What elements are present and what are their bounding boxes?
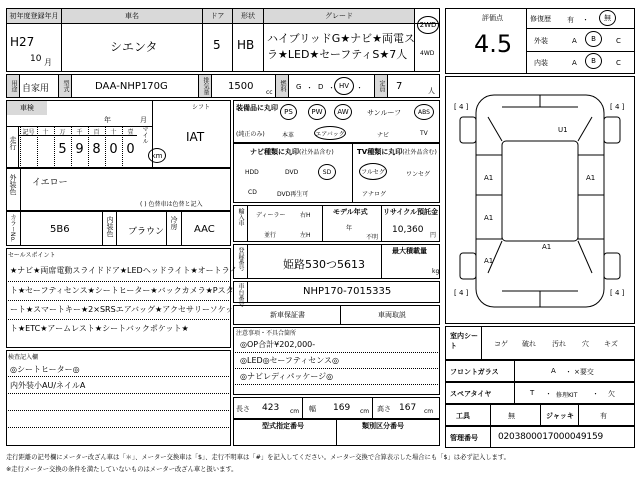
interior-grade-label: 内装	[534, 59, 548, 67]
diagram-mark-left-door-front: A1	[484, 174, 494, 182]
first-reg-month: 10	[30, 54, 42, 64]
width-unit: cm	[360, 408, 370, 415]
height-unit: cm	[424, 408, 434, 415]
import-parallel: 並行	[264, 232, 277, 239]
inspector-label: 検査記入欄	[8, 354, 39, 361]
model-year-label: モデル年式	[333, 208, 368, 216]
equipment-title: 装備品に丸印	[236, 104, 278, 112]
equip-ps-circle	[280, 104, 297, 120]
max-load-unit: kg	[432, 268, 440, 275]
ac-value: AAC	[194, 224, 215, 235]
drive-2wd: 2WD	[419, 21, 437, 29]
first-reg-label: 初年度登録年月	[7, 9, 61, 23]
length-label: 長さ	[236, 405, 250, 413]
car-diagram	[446, 77, 634, 323]
width-label: 幅	[309, 405, 316, 413]
exterior-color-value: イエロー	[32, 178, 68, 188]
car-outline	[476, 95, 604, 307]
mileage-unit-2: 万	[59, 129, 66, 136]
equip-aw: AW	[337, 108, 349, 116]
fuel-g: G	[296, 83, 302, 91]
diagram-mark-roof: U1	[558, 126, 568, 134]
inspection-month-unit: 月	[140, 116, 147, 124]
equip-abs: ABS	[418, 108, 430, 116]
chassis-label: 車台番号	[237, 283, 244, 307]
equipment-note: (純正のみ)	[236, 131, 265, 138]
model-year-unknown: 不明	[366, 234, 379, 241]
note-line-1: ◎OP合計¥202,000-	[240, 340, 316, 349]
warranty-block	[233, 305, 440, 325]
diagram-mark-right-door-front: A1	[586, 174, 596, 182]
import-right-hand: 右H	[300, 212, 311, 219]
capacity-unit: 人	[428, 87, 435, 95]
footer-note-2: ※走行メーター交換の条件を満たしていないものはメーター改ざん車と扱います。	[6, 466, 238, 473]
exterior-color-label: 外装色	[9, 174, 17, 195]
door-label: ドア	[203, 9, 232, 23]
notes-label: 注意事項・不具合箇所	[236, 330, 297, 337]
equip-airbag-circle	[314, 126, 346, 140]
sales-point-line-2: ト★セーフティセンス★シートヒーター★バックカメラ★Pスタ	[10, 286, 234, 295]
reg-no-label: 登録番号	[237, 247, 244, 271]
equip-sunroof: サンルーフ	[367, 109, 402, 117]
first-reg-month-unit: 月	[44, 58, 52, 67]
body-shape: HB	[237, 38, 255, 52]
new-car-warranty: 新車保証書	[270, 311, 305, 319]
tv-note: (社外品含む)	[402, 149, 437, 156]
mile-label: マイル	[141, 126, 148, 144]
exterior-grade-b-circle	[585, 31, 602, 47]
interior-grade-c: C	[616, 59, 621, 67]
mileage-unit-3: 千	[76, 129, 83, 136]
import-left-hand: 左H	[300, 232, 311, 239]
fuel-label: 燃料	[276, 75, 288, 97]
recycle-unit: 円	[430, 232, 437, 239]
score-label: 評価点	[482, 14, 503, 22]
interior-color-label: 内装色	[106, 216, 114, 237]
recycle-value: 10,360	[392, 225, 424, 235]
spare-label: スペアタイヤ	[450, 390, 492, 398]
usage-value: 自家用	[22, 84, 50, 94]
interior-color-value: ブラウン	[128, 227, 165, 237]
seat-scratch: キズ	[604, 340, 618, 348]
mileage-digit-4: 0	[126, 142, 135, 157]
class-no-label: 類別区分番号	[362, 422, 404, 430]
sales-point-line-1: ★ナビ★両席電動スライドドア★LEDヘッドライト★オートライ	[10, 266, 238, 275]
mileage-unit-6: 壹	[127, 129, 134, 136]
shape-label: 形状	[233, 9, 263, 23]
mgmt-label: 管理番号	[450, 434, 478, 442]
drive-2wd-circle	[417, 16, 439, 34]
svg-text:[ 4 ]: [ 4 ]	[454, 103, 469, 111]
exterior-grade-c: C	[616, 37, 621, 45]
note-line-3: ◎ナビレディパッケージ◎	[240, 372, 334, 381]
footer-note-1: 走行距離の記号欄にメーター改ざん車は「＊」、メーター交換車は「$」、走行不明車は「#」を記入してください。メーター交換で合算表示した場合にも「$」は必ず記入します。	[6, 454, 510, 461]
navi-sd: SD	[322, 168, 332, 176]
first-reg-era: H27	[10, 35, 35, 49]
jack-label: ジャッキ	[546, 412, 574, 420]
note-line-2: ◎LED◎セーフティセンス◎	[240, 356, 340, 365]
seat-label: 室内シート	[450, 332, 478, 350]
mileage-unit-5: 十	[110, 129, 117, 136]
navi-cd: CD	[248, 189, 257, 196]
vehicle-manual: 車両取説	[378, 311, 406, 319]
inspector-line-1: ◎シートヒーター◎	[10, 365, 80, 374]
color-change-note: ( ) 色替車は色替と記入	[140, 201, 203, 208]
model-year-unit: 年	[346, 225, 353, 232]
mileage-digit-0: 5	[58, 142, 67, 157]
fuel-hv: HV	[338, 82, 350, 90]
grade-line-2: ラ★LED★セーフティS★7人	[267, 48, 408, 61]
grade-line-1: ハイブリッドG★ナビ★両電ス	[267, 32, 416, 45]
mileage-unit-0: 記号	[22, 129, 35, 136]
svg-text:[ 4 ]: [ 4 ]	[454, 289, 469, 297]
seat-burn: コゲ	[494, 340, 508, 348]
front-glass-label: フロントガラス	[450, 368, 499, 376]
navi-note: (社外品含む)	[299, 149, 334, 156]
repair-no: 無	[604, 14, 611, 22]
repair-yes: 有	[567, 16, 574, 24]
interior-grade-b-circle	[585, 53, 602, 69]
length-value: 423	[262, 403, 280, 413]
navi-dvd: DVD	[285, 169, 299, 176]
spare-t: T	[530, 389, 535, 397]
km-circle	[148, 148, 166, 163]
grade-label: グレード	[264, 9, 414, 23]
spare-none: 欠	[608, 390, 615, 398]
equip-airbag: エアバック	[315, 130, 345, 138]
diagram-mark-left-door-rear: A1	[484, 214, 494, 222]
km-label: km	[151, 151, 163, 160]
exterior-grade-a: A	[572, 37, 577, 45]
tool-label: 工具	[456, 412, 470, 420]
fuel-d: D	[318, 83, 324, 91]
equip-tv: TV	[420, 130, 428, 137]
score-value: 4.5	[474, 30, 513, 58]
svg-text:[ 4 ]: [ 4 ]	[610, 103, 625, 111]
shift-label: シフト	[192, 104, 211, 111]
equip-pw: PW	[311, 108, 323, 116]
diagram-mark-rear-left: A1	[484, 257, 494, 265]
equip-pw-circle	[308, 104, 326, 120]
front-glass-replace: ×要交	[574, 368, 594, 376]
tv-fullseg: フルセグ	[361, 169, 385, 176]
mgmt-value: 0203800017000049159	[498, 432, 603, 442]
car-name-label: 車名	[62, 9, 202, 23]
tv-fullseg-circle	[359, 163, 387, 180]
equip-aw-circle	[334, 104, 352, 120]
mileage-digit-2: 8	[92, 142, 101, 157]
svg-text:[ 4 ]: [ 4 ]	[610, 289, 625, 297]
inspector-line-2: 内外装小AU/ネイルA	[10, 381, 86, 390]
tv-oneseg: ワンセグ	[406, 171, 431, 178]
capacity-label: 定員	[375, 75, 387, 97]
color-no-label: カラーNo.	[9, 214, 16, 242]
tv-analog: アナログ	[362, 191, 387, 198]
sales-point-line-4: ト★ETC★アームレスト★シートバックポケット★	[10, 324, 189, 333]
jack-value: 有	[600, 412, 607, 420]
height-label: 高さ	[377, 405, 391, 413]
chassis-value: NHP170-7015335	[303, 286, 392, 297]
seat-dirt: 汚れ	[552, 340, 566, 348]
mileage-unit-1: 十	[42, 129, 49, 136]
front-glass-a: A	[551, 367, 556, 375]
seat-hole: 穴	[582, 340, 589, 348]
tv-title: TV種類に丸印(社外品含む)	[357, 148, 437, 156]
color-no-value: 5B6	[50, 224, 70, 235]
reg-no-value: 姫路530つ5613	[283, 258, 365, 271]
equip-ps: PS	[284, 108, 293, 116]
sales-point-line-3: ート★スマートキー★2×SRSエアバッグ★アクセサリーソケッ	[10, 305, 234, 314]
length-unit: cm	[290, 408, 300, 415]
ac-label: 冷房	[170, 216, 178, 230]
car-roof	[502, 141, 578, 241]
sales-points-label: セールスポイント	[8, 252, 56, 259]
interior-grade-b: B	[591, 57, 596, 65]
seat-tear: 破れ	[522, 340, 536, 348]
exterior-grade-label: 外装	[534, 37, 548, 45]
navi-dvd-play: DVD再生可	[277, 191, 309, 198]
inspection-year-unit: 年	[104, 116, 111, 124]
door-count: 5	[213, 38, 221, 52]
equip-leather: 本革	[282, 132, 295, 139]
travel-label: 走行	[9, 136, 17, 150]
mileage-unit-4: 百	[93, 129, 100, 136]
diagram-mark-rear-center: A1	[542, 243, 552, 251]
fuel-hv-circle	[334, 77, 354, 95]
navi-hdd: HDD	[245, 169, 259, 176]
model-label: 型式	[59, 75, 71, 97]
spare-kit: 修理KIT	[556, 392, 578, 399]
equip-abs-circle	[414, 104, 434, 120]
height-value: 167	[399, 403, 417, 413]
repair-label: 修復歴	[530, 15, 551, 23]
max-load-label: 最大積載量	[392, 247, 427, 255]
repair-no-circle	[599, 10, 616, 26]
navi-title: ナビ種類に丸印(社外品含む)	[250, 148, 334, 156]
model-value: DAA-NHP170G	[95, 81, 168, 92]
mileage-digit-3: 0	[109, 142, 118, 157]
drive-4wd: 4WD	[420, 50, 435, 57]
recycle-label: リサイクル預託金	[383, 208, 439, 216]
tool-value: 無	[508, 412, 515, 420]
import-label: 輸入車	[237, 208, 244, 226]
inspection-label: 車検	[7, 101, 47, 115]
capacity-value: 7	[396, 81, 403, 92]
mileage-digit-1: 9	[75, 142, 84, 157]
shift-value: IAT	[186, 130, 205, 144]
displacement-value: 1500	[228, 81, 254, 92]
type-no-label: 型式指定番号	[262, 422, 304, 430]
width-value: 169	[333, 403, 351, 413]
interior-grade-a: A	[572, 59, 577, 67]
navi-sd-circle	[318, 164, 336, 180]
car-name: シエンタ	[110, 40, 158, 54]
equip-navi: ナビ	[377, 132, 390, 139]
import-dealer: ディーラー	[256, 212, 286, 219]
exterior-grade-b: B	[591, 35, 596, 43]
displacement-unit: cc	[266, 89, 273, 96]
displacement-label: 排気量	[199, 75, 211, 97]
usage-label: 用途	[7, 75, 19, 97]
